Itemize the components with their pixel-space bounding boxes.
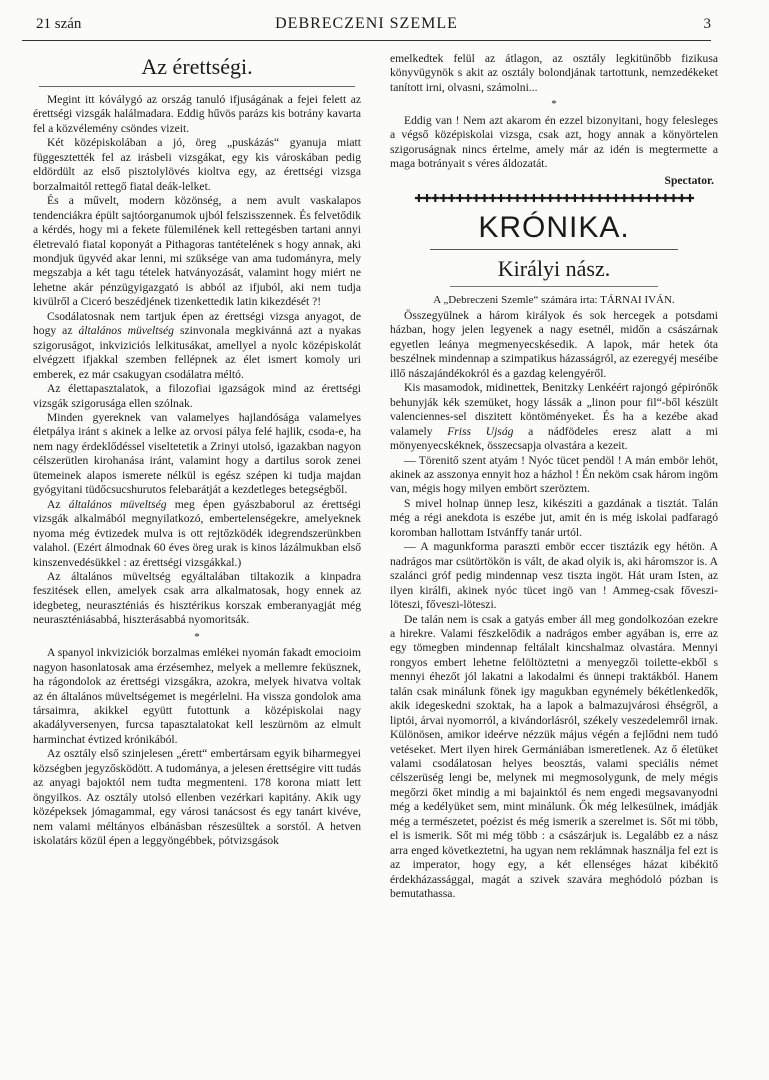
section-asterisk: *: [194, 630, 200, 643]
paragraph: A spanyol inkviziciók borzalmas emlékei nyomán fakadt emocioim nagyon hasonlatosak ama érzésemhez, melyek a mellemre feküsznek, ha rágondolok az érettségi vizsgákra, azokra, melyek hivatva voltak az én általános müveltségemet is megérlelni. Ha vissza gondolok ama társaimra, akikkel együtt futottunk a középiskolai nagy akadályversenyen, furcsa tapasztalatokat kell leszürnöm az elmult harminchat évtized krónikából.: [33, 646, 361, 746]
byline: A „Debreczeni Szemle“ számára irta: TÁRNAI IVÁN.: [433, 293, 675, 306]
article-title-kiralyi-nasz: Királyi nász.: [497, 255, 611, 281]
text-run: meg épen gyászbaborul az érettségi vizsgák alkalmából megnyilatkozó, embertelenségekre, amelyeknek nyoma még évtizedek mulva is ott rejtőzködék idegrendszerünkben valahol. (Ezért álmodnak 60 éves öreg urak is kinos lázálmukban első kinszenvedésükkel : az érettségi vizsgákkal.): [33, 497, 361, 569]
page-header: [22, 12, 711, 41]
publication-title: DEBRECZENI SZEMLE: [275, 15, 458, 32]
paragraph: Az általános müveltség egyáltalában tiltakozik a kinpadra feszitések ellen, amelyek csak arra alkalmatosak, hogy ennek az idegbeteg, neuraszténiás és hisztérikus korszak emberanyagját még neuraszténiásabbá, hiszterásabbá nyomoritsák.: [33, 569, 361, 627]
paragraph: [33, 498, 361, 570]
paragraph: Minden gyereknek van valamelyes hajlandósága valamelyes életpálya iránt s akinek a lelke az orvosi pálya felé hajlik, csoda-e, ha nem nagy érdeklődéssel viseltetetik a Zrinyi utolsó, igazakban nagyon célszerütlen kirohanása iránt, valamint hogy a dartilus sorok zenei ütemeinek alapos ismerete nélkül is egész szépen ki tudja majdan gyógyitani tüdőcsucshurutos felebarátját a kezdetleges betegségből.: [33, 410, 361, 497]
paragraph: emelkedtek felül az átlagon, az osztály legkitünőbb fizikusa könyvügynök s akit az osztály bolondjának tartottunk, nemzedékeket tanított irni, olvasni, számolni...: [390, 52, 718, 94]
paragraph: Két középiskolában a jó, öreg „puskázás“ gyanuja miatt függesztették fel az irásbeli vizsgákat, egy kis városkában pedig eldördült az első pisztolylövés kioltva egy, az érettségi vizsga borzalmaitól rettegő fiatal deák-lelket.: [33, 136, 361, 193]
paragraph: [33, 310, 361, 382]
paragraph: De talán nem is csak a gatyás ember áll meg gondolkozóan ezekre a hirekre. Valami fészkelődik a nadrágos ember agyában is, erre az egy tömegben mindennap feltálalt kincshalmaz olvastára. Mennyi rongyos embert lehetne felöltöztetni a menyegzői toilette-ekből s mennyi éhezőt jól lakatni a lakodalmi és ünnepi traktákból. Hanem talán csak minálunk fönek igy magukban egynémely békétlenkedők, akik idegeskedni szoktak, ha a lapok a balmazujvárosi éhségről, a liptói, árvai nyomorról, a kivándorlásról, székely veszedelemről irnak. Különösen, amikor ideérve nézzük május végén a fejlődni nem tudó vetéseket. Mert ilyen hirek Germániában ismeretlenek. Az ő életüket valami csodálatosan helyes beosztás, valami speciális német célszerüség lengi be, melynek mi megmosolygunk, de mely mégis megőrzi őket mindig a mi bajainktól és nem engedi megsavanyodni még a kedélyüket sem, mint minálunk. Ők még lelkesülnek, imádják még a természetet, poézist és még ismerik a szerelmet is. Sőt mi több, el is ismerik. Sőt mi még több : a császárjuk is. Legalább ez a nász arra enged következtetni, ha ugyan nem reklámnak használja fel ezt is az imperator, hogy egy, a két ellenséges házat kibékitő érdekházassággal, magát a szivek szavára meghódoló pózban is bemutathassa.: [390, 612, 718, 901]
section-heading-kronika: KRÓNIKA.: [478, 210, 630, 244]
paragraph: Megint itt kóválygó az ország tanuló ifjuságának a fejei felett az érettségi vizsgák halálmadara. Eddig hűvös parázs kis botrány kavarta fel a közvélemény csöndes vizeit.: [33, 93, 361, 135]
italic-phrase: általános müveltség: [78, 324, 174, 338]
paragraph: [390, 381, 718, 453]
paragraph: Eddig van ! Nem azt akarom én ezzel bizonyitani, hogy felesleges a végső középiskolai vizsga, csak azt, hogy annak a könyörtelen szigoruságnak nincs értelme, amely már az idén is megtermette a maga botrányait s véres áldozatát.: [390, 113, 718, 171]
text-run: Az: [47, 497, 69, 511]
paragraph: Az élettapasztalatok, a filozofiai igazságok mind az érettségi vizsgák szigorusága ellen szólnak.: [33, 382, 361, 410]
text-run: szinvonala megkivánná azt a nyakas szigoruságot, inkviziciós lelkitusákat, amellyel a nyolc középiskolát elvégzett ifjakkal szemben fellépnek az élet ismert komoly uri emberek, ez már csakugyan csodálatra méltó.: [33, 324, 361, 381]
ornamental-divider: ✚✚✚✚✚✚✚✚✚✚✚✚✚✚✚✚✚✚✚✚✚✚✚✚✚✚✚✚✚✚✚✚✚✚: [414, 192, 694, 206]
text-run: Csodálatosnak nem tartjuk épen az érettségi vizsga anyagot, de hogy az: [33, 309, 361, 338]
paragraph: S mivel holnap ünnep lesz, kikésziti a gazdának a tisztát. Talán még a régi anekdota is eszébe jut, amit én is még iskolai padfaragó koromban hallottam Istvánffy tanár urtól.: [390, 496, 718, 539]
right-column: [390, 52, 718, 902]
page-number-left: 21 szán: [36, 16, 82, 32]
heading-rule: [430, 249, 678, 250]
section-asterisk: *: [551, 98, 557, 111]
italic-phrase: általános müveltség: [68, 497, 167, 511]
paragraph: — Törenitő szent atyám ! Nyóc tücet pendöl ! A mán embör lehöt, akinek az asszonya ennyit hoz a házhol ! Én neköm csak három ingöm van, mégis hogy milyen embört szeröztem.: [390, 453, 718, 496]
author-signature: Spectator.: [664, 173, 714, 187]
paragraph: Összegyülnek a három királyok és sok hercegek a potsdami házban, hogy jelen legyenek a nagy esetnél, midőn a császárnak egyetlen leánya megmenyecskésedik. A lapok, már hetek óta beszélnek mindennap a szimpatikus házasságról, az ezeregyéj meséibe illő nászajándékokról és a gazdag kelengyéről.: [390, 308, 718, 380]
paragraph: És a művelt, modern közönség, a nem avult vaskalapos tendenciákra épült sajtóorganumok ujból felszisszennek. És felvetődik a kérdés, hogy mi a fekete fülemilének kell rettegésben tartani annyi életrevaló fiatal koponyát a Pithagoras tantételének s hogy annak, aki mondjuk ügyvéd akar lenni, mi szüksége van ama tudományra, mely megszabja a két tagu tételek hatványozását, valamint hogy miért ne lehetne akár pénzügyigazgató is abból az ifjuból, aki nem tudja kivülről a Ciceró beszédjének tizenkettedik latin kikezdését ?!: [33, 194, 361, 309]
left-column: [33, 52, 361, 849]
text-run: a nádfödeles eresz alatt a mi mönyenyecskéknek, összecsapja olvastára a kezeit.: [390, 424, 719, 453]
italic-phrase: Friss Ujság: [447, 424, 514, 438]
text-run: Kis masamodok, midinettek, Benitzky Lenkéért rajongó gépirónők behunyják kék szemüket, hogy lássák a „linon pour fil“-ből készült valenciennes-sel diszitett köntöményeket. És ha a kezébe akad valamely: [390, 381, 718, 438]
subtitle-rule: [450, 286, 658, 287]
paragraph: Az osztály első szinjelesen „érett“ embertársam egyik biharmegyei községben jegyzősködött. A tudománya, a jelesen érettségire vitt tudás az anyagi bajoktól nem tudta megmenteni. 178 korona miatt lett öngyilkos. Az osztály utolsó ellenben vezérkari kapitány. Akik ugy középeksek jómagammal, egy városi tanácsost és egy tanárt kivéve, nem valami méltányos elbánásban részesültek a sorstól. A hetven iskolatárs közül épen a leggyöngébbek, pótvizsgások: [33, 747, 361, 848]
title-rule: [39, 86, 355, 87]
page-number-right: 3: [703, 16, 711, 32]
article-title-erettsegi: Az érettségi.: [141, 54, 253, 79]
paragraph: — A magunkforma paraszti embör eccer tisztázik egy hétön. A nadrágos mar csütörtökön is vált, de akad olyik is, aki háromszor is. A szalánci gróf pedig mindennap vesz tiszta ingöt. Hát uram Isten, az ilyen királfi, akinek nyóc tücet ingö van ! Ammeg-csak főveszi-löteszi, főveszi-löteszi.: [390, 540, 718, 612]
